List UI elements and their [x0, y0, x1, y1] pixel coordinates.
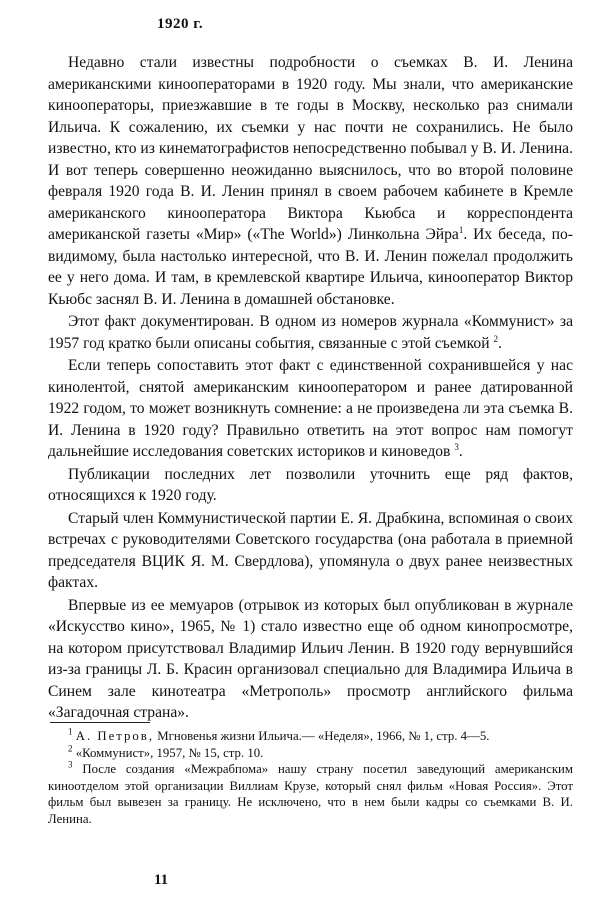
paragraph-1 — [48, 52, 573, 310]
paragraph-4: Публикации последних лет позволили уточнить еще ряд фактов, относящихся к 1920 году. — [48, 465, 573, 504]
footnote-1-author: А. Петров, — [75, 729, 155, 743]
footnote-3-text: После создания «Межрабпома» нашу страну посетил заведующий американским киноотделом этой организации Виллиам Крузе, который снял фильм «Новая Россия». Этот фильм был вывезен за границу. Не исключено, что в нем были кадры со съемками В. И. Ленина. — [48, 762, 573, 826]
footnote-1 — [48, 728, 573, 745]
footnote-2-text: «Коммунист», 1957, № 15, стр. 10. — [75, 745, 264, 760]
paragraph-5: Старый член Коммунистической партии Е. Я. Драбкина, вспоминая о своих встречах с руководителями Советского государства (она работала в приемной председателя ВЦИК Я. М. Свердлова), упомянула о двух ранее неизвестных фактах. — [48, 509, 573, 591]
footnote-ref-2: 2 — [493, 333, 498, 344]
paragraph-2 — [48, 311, 573, 354]
footnote-3 — [48, 761, 573, 827]
footnote-3-mark: 3 — [68, 759, 73, 770]
footnote-2-mark: 2 — [68, 743, 73, 754]
footnote-2 — [48, 745, 573, 762]
footnote-1-text: Мгновенья жизни Ильича.— «Неделя», 1966, № 1, стр. 4—5. — [157, 729, 490, 743]
paragraph-6: Впервые из ее мемуаров (отрывок из которых был опубликован в журнале «Искусство кино», 1965, № 1) стало известно еще об одном кинопросмотре, на котором присутствовал Владимир Ильич Ленин. В 1920 году вернувшийся из-за границы Л. Б. Красин организовал специально для Владимира Ильича в Синем зале кинотеатра «Метрополь» просмотр английского фильма «Загадочная страна». — [48, 596, 573, 721]
footnote-1-mark: 1 — [68, 726, 73, 737]
footnote-divider — [50, 722, 150, 723]
paragraph-1-tail: . Их беседа, по-видимому, была настолько интересной, что В. И. Ленин пожелал продолжить ее у него дома. И там, в кремлевской квартире Ильича, кинооператор Виктор Кьюбс заснял В. И. Ленина в домашней обстановке. — [48, 226, 573, 308]
footnote-ref-3: 3 — [454, 441, 459, 452]
paragraph-2-tail: . — [497, 334, 502, 352]
paragraph-3 — [48, 355, 573, 463]
main-text — [48, 52, 573, 724]
paragraph-2-text: Этот факт документирован. В одном из номеров журнала «Коммунист» за 1957 год кратко были описаны события, связанные с этой съемкой — [48, 313, 573, 352]
paragraph-3-tail: . — [458, 443, 463, 460]
footnotes — [48, 728, 573, 828]
paragraph-1-text: Недавно стали известны подробности о съемках В. И. Ленина американскими кинооператорами в 1920 году. Мы знали, что американские кинооператоры, приезжавшие в те годы в Москву, несколько раз снимали Ильича. К сожалению, их съемки у нас почти не сохранились. Не было известно, кто из кинематографистов непосредственно побывал у В. И. Ленина. И вот теперь совершенно неожиданно выяснилось, что во второй половине февраля 1920 года В. И. Ленин принял в своем рабочем кабинете в Кремле американского кинооператора Виктора Кьюбса и корреспондента американской газеты «Мир» («The World») Линкольна Эйра — [48, 54, 573, 243]
page-number: 11 — [154, 872, 169, 888]
footnote-ref-1: 1 — [458, 224, 464, 235]
page-header-year: 1920 г. — [157, 16, 204, 32]
paragraph-3-text: Если теперь сопоставить этот факт с единственной сохранившейся у нас кинолентой, снятой американским кинооператором и ранее датированной 1922 годом, то может возникнуть сомнение: а не произведена ли эта съемка В. И. Ленина в 1920 году? Правильно ответить на этот вопрос нам помогут дальнейшие исследования советских историков и киноведов — [48, 357, 573, 460]
